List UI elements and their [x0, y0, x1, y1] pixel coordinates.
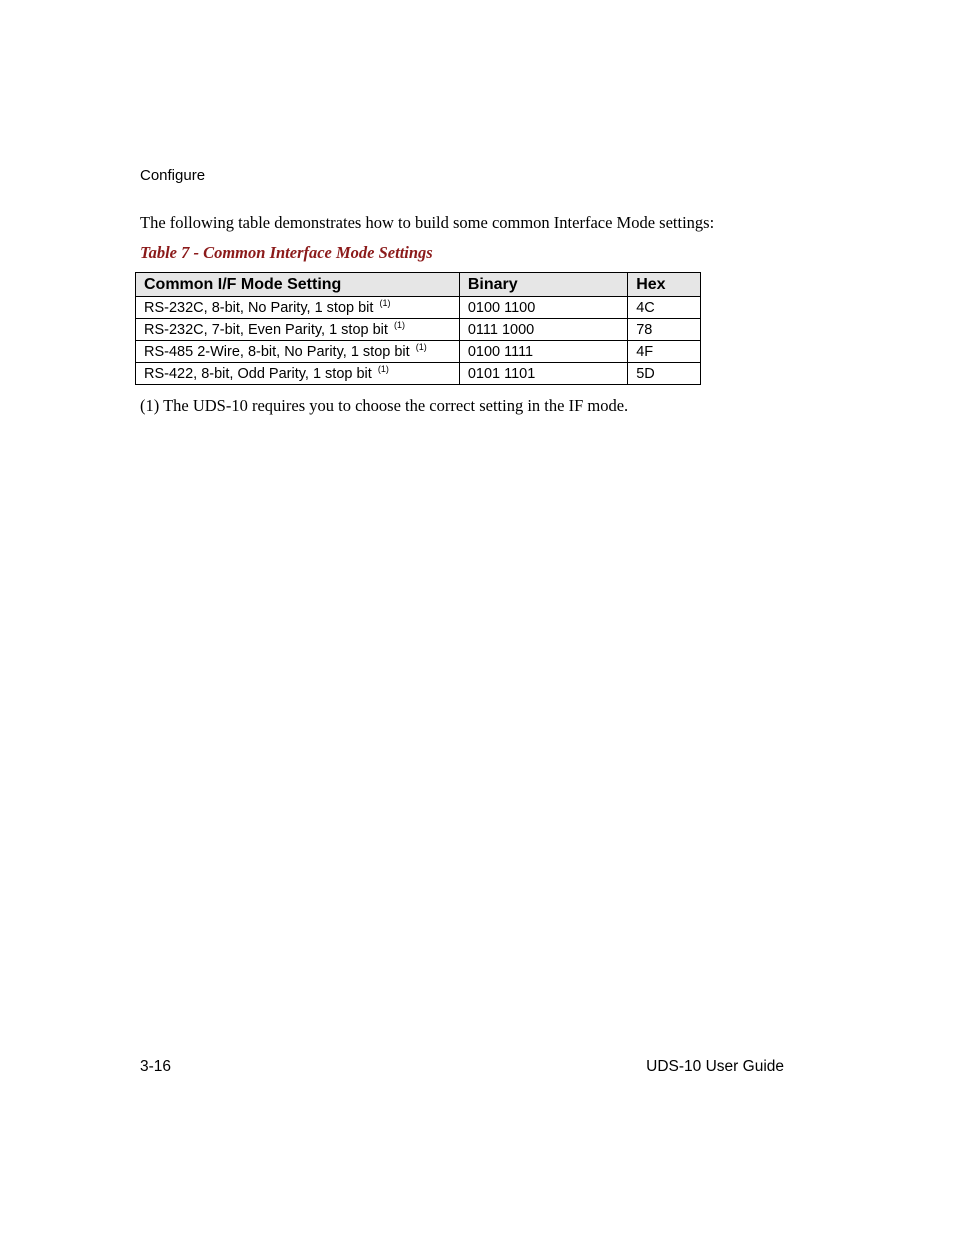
footnote-marker: (1)	[393, 319, 405, 330]
intro-paragraph: The following table demonstrates how to build some common Interface Mode settings:	[140, 213, 715, 232]
setting-cell	[136, 297, 460, 319]
setting-text: RS-232C, 7-bit, Even Parity, 1 stop bit	[144, 321, 388, 338]
hex-cell: 4C	[628, 297, 701, 319]
table-caption: Table 7 - Common Interface Mode Settings	[140, 243, 433, 262]
setting-text: RS-232C, 8-bit, No Parity, 1 stop bit	[144, 299, 374, 316]
setting-text: RS-422, 8-bit, Odd Parity, 1 stop bit	[144, 365, 372, 382]
hex-cell: 4F	[628, 341, 701, 363]
hex-cell: 5D	[628, 363, 701, 385]
setting-cell	[136, 319, 460, 341]
table-row	[136, 341, 701, 363]
section-header: Configure	[140, 167, 206, 184]
binary-cell: 0100 1100	[459, 297, 627, 319]
interface-mode-table	[135, 272, 701, 385]
table-footnote: (1) The UDS-10 requires you to choose the correct setting in the IF mode.	[140, 396, 629, 415]
table-row	[136, 363, 701, 385]
column-header-binary: Binary	[459, 273, 627, 297]
table-row	[136, 319, 701, 341]
document-title: UDS-10 User Guide	[646, 1058, 784, 1075]
hex-cell: 78	[628, 319, 701, 341]
binary-cell: 0111 1000	[459, 319, 627, 341]
table-header-row	[136, 273, 701, 297]
page-number: 3-16	[140, 1058, 172, 1075]
footnote-marker: (1)	[377, 363, 389, 374]
setting-text: RS-485 2-Wire, 8-bit, No Parity, 1 stop bit	[144, 343, 410, 360]
binary-cell: 0101 1101	[459, 363, 627, 385]
setting-cell	[136, 341, 460, 363]
footnote-marker: (1)	[379, 297, 391, 308]
table-row	[136, 297, 701, 319]
column-header-setting: Common I/F Mode Setting	[136, 273, 460, 297]
footnote-marker: (1)	[415, 341, 427, 352]
binary-cell: 0100 1111	[459, 341, 627, 363]
setting-cell	[136, 363, 460, 385]
column-header-hex: Hex	[628, 273, 701, 297]
